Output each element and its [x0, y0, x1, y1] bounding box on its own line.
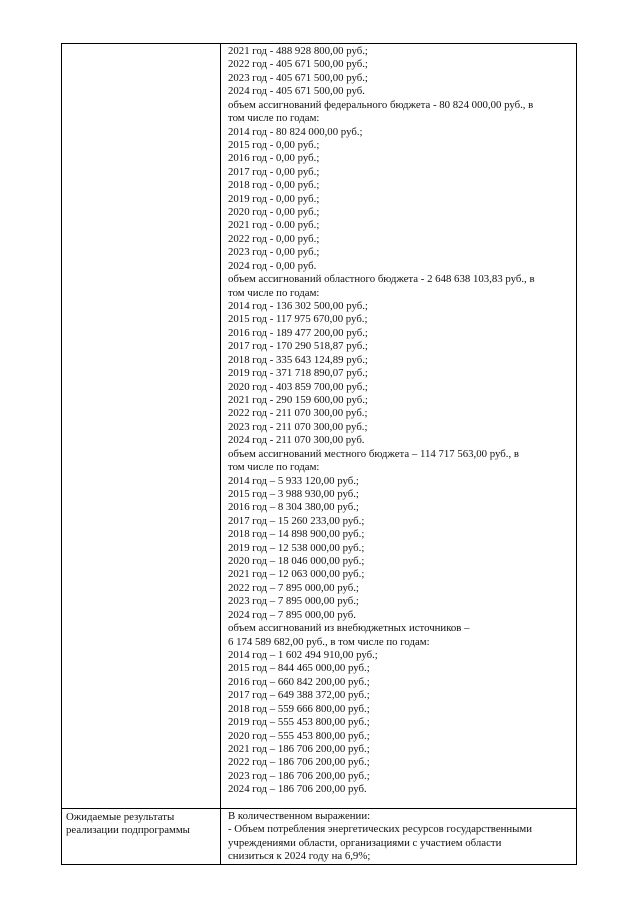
funding-line: 2015 год – 844 465 000,00 руб.; [228, 662, 370, 675]
funding-line: 2021 год - 0.00 руб.; [228, 219, 320, 232]
funding-line: 2022 год - 0,00 руб.; [228, 232, 320, 245]
funding-line: 2015 год – 3 988 930,00 руб.; [228, 487, 359, 500]
funding-line: 2018 год – 14 898 900,00 руб.; [228, 528, 365, 541]
funding-line: 2023 год - 0,00 руб.; [228, 246, 320, 259]
funding-line: 2021 год - 290 159 600,00 руб.; [228, 393, 368, 406]
funding-line: объем ассигнований областного бюджета - 2 648 638 103,83 руб., в [228, 273, 535, 286]
funding-line: 2014 год - 136 302 500,00 руб.; [228, 300, 368, 313]
funding-cell [228, 45, 573, 797]
funding-line: 2018 год - 335 643 124,89 руб.; [228, 353, 368, 366]
funding-line: 2017 год – 15 260 233,00 руб.; [228, 514, 365, 527]
funding-line: 2014 год – 1 602 494 910,00 руб.; [228, 648, 378, 661]
budget-table [61, 43, 577, 865]
funding-line: 2020 год - 0,00 руб.; [228, 206, 320, 219]
expected-results-label-cell [66, 811, 216, 838]
funding-line: 2015 год - 0,00 руб.; [228, 138, 320, 151]
funding-line: 2019 год – 555 453 800,00 руб.; [228, 716, 370, 729]
funding-line: 2018 год – 559 666 800,00 руб.; [228, 702, 370, 715]
funding-line: 2023 год – 186 706 200,00 руб.; [228, 769, 370, 782]
funding-line: 2021 год - 488 928 800,00 руб.; [228, 45, 368, 57]
funding-line: 2016 год – 8 304 380,00 руб.; [228, 501, 359, 514]
funding-line: 2018 год - 0,00 руб.; [228, 179, 320, 192]
funding-line: 2017 год – 649 388 372,00 руб.; [228, 689, 370, 702]
funding-line: 2024 год – 186 706 200,00 руб. [228, 783, 367, 796]
results-text-line: В количественном выражении: [228, 810, 371, 822]
funding-line: 2024 год - 0,00 руб. [228, 259, 317, 272]
funding-line: 2024 год - 405 671 500,00 руб. [228, 85, 365, 98]
funding-line: 2022 год – 186 706 200,00 руб.; [228, 756, 370, 769]
funding-line: 2015 год - 117 975 670,00 руб.; [228, 313, 368, 326]
funding-line: том числе по годам: [228, 286, 320, 299]
funding-line: 2022 год - 211 070 300,00 руб.; [228, 407, 368, 420]
funding-line: 2024 год – 7 895 000,00 руб. [228, 608, 356, 621]
funding-line: том числе по годам: [228, 461, 320, 474]
results-text-line: учреждениями области, организациями с участием области [228, 836, 502, 849]
funding-line: 2023 год - 211 070 300,00 руб.; [228, 420, 368, 433]
funding-line: 2016 год - 189 477 200,00 руб.; [228, 326, 368, 339]
results-label-line: Ожидаемые результаты [66, 811, 175, 823]
funding-line: 2021 год – 12 063 000,00 руб.; [228, 568, 365, 581]
funding-line: 2020 год - 403 859 700,00 руб.; [228, 380, 368, 393]
funding-line: 2014 год – 5 933 120,00 руб.; [228, 474, 359, 487]
funding-line: 2022 год – 7 895 000,00 руб.; [228, 581, 359, 594]
funding-line: 2024 год - 211 070 300,00 руб. [228, 434, 365, 447]
funding-line: объем ассигнований из внебюджетных источников – [228, 622, 470, 635]
results-text-line: - Объем потребления энергетических ресурсов государственными [228, 823, 533, 836]
funding-line: объем ассигнований федерального бюджета - 80 824 000,00 руб., в [228, 98, 534, 111]
funding-line: объем ассигнований местного бюджета – 114 717 563,00 руб., в [228, 447, 519, 460]
results-label-line: реализации подпрограммы [66, 824, 190, 837]
funding-line: 2019 год - 0,00 руб.; [228, 192, 320, 205]
funding-line: 2019 год - 371 718 890,07 руб.; [228, 367, 368, 380]
funding-line: 2023 год – 7 895 000,00 руб.; [228, 595, 359, 608]
funding-line: 2020 год – 18 046 000,00 руб.; [228, 555, 365, 568]
funding-line: 2016 год – 660 842 200,00 руб.; [228, 675, 370, 688]
funding-line: 2023 год - 405 671 500,00 руб.; [228, 71, 368, 84]
funding-line: 6 174 589 682,00 руб., в том числе по годам: [228, 635, 430, 648]
results-text-line: снизиться к 2024 году на 6,9%; [228, 850, 371, 863]
row-divider [62, 808, 576, 809]
funding-line: 2017 год - 0,00 руб.; [228, 165, 320, 178]
column-divider [220, 44, 221, 864]
funding-line: том числе по годам: [228, 112, 320, 125]
funding-line: 2016 год - 0,00 руб.; [228, 152, 320, 165]
funding-line: 2017 год - 170 290 518,87 руб.; [228, 340, 368, 353]
expected-results-text-cell [228, 810, 573, 864]
funding-line: 2014 год - 80 824 000,00 руб.; [228, 125, 363, 138]
funding-line: 2021 год – 186 706 200,00 руб.; [228, 742, 370, 755]
funding-line: 2019 год – 12 538 000,00 руб.; [228, 541, 365, 554]
funding-line: 2022 год - 405 671 500,00 руб.; [228, 58, 368, 71]
funding-line: 2020 год – 555 453 800,00 руб.; [228, 729, 370, 742]
